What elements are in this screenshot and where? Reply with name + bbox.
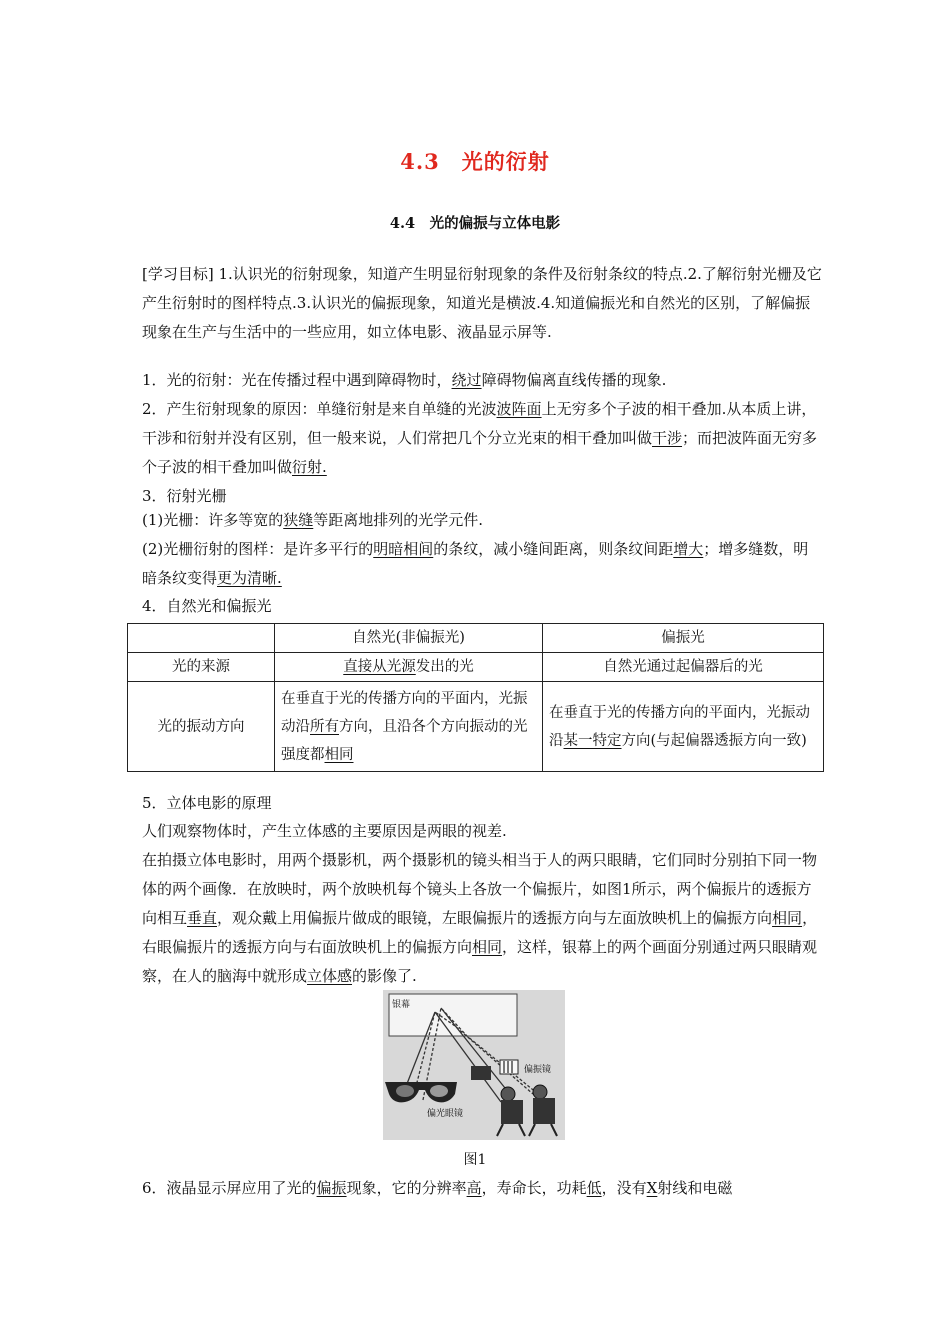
table-row — [128, 653, 824, 682]
section-5-line-1: 人们观察物体时，产生立体感的主要原因是两眼的视差. — [142, 822, 507, 840]
figure-3d-cinema — [383, 990, 565, 1140]
polarizer-right — [500, 1060, 518, 1074]
header-natural-light: 自然光(非偏振光) — [275, 624, 543, 653]
section-1-diffraction: 1．光的衍射：光在传播过程中遇到障碍物时，绕过障碍物偏离直线传播的现象. — [142, 371, 667, 389]
header-polarized-light: 偏振光 — [543, 624, 824, 653]
label-glasses: 偏光眼镜 — [427, 1109, 464, 1119]
label-polarizer: 偏振镜 — [524, 1065, 552, 1075]
page-title: 4.3 光的衍射 — [400, 149, 550, 174]
section-4-heading: 4．自然光和偏振光 — [142, 597, 272, 615]
objectives-text: 1.认识光的衍射现象，知道产生明显衍射现象的条件及衍射条纹的特点.2.了解衍射光栅及它产生衍射时的图样特点.3.认识光的偏振现象，知道光是横波.4.知道偏振光和自然光的区别，了解偏振现象在生产与生活中的一些应用，如立体电影、液晶显示屏等. — [142, 265, 822, 341]
section-6-lcd: 6．液晶显示屏应用了光的偏振现象，它的分辨率高，寿命长，功耗低，没有X射线和电磁 — [142, 1179, 733, 1197]
cell-natural-source: 直接从光源发出的光 — [275, 653, 543, 682]
cell-natural-direction: 在垂直于光的传播方向的平面内，光振动沿所有方向，且沿各个方向振动的光强度都相同 — [275, 682, 543, 772]
section-5-body: 在拍摄立体电影时，用两个摄影机，两个摄影机的镜头相当于人的两只眼睛，它们同时分别拍下同一物体的两个画像．在放映时，两个放映机每个镜头上各放一个偏振片，如图1所示，两个偏振片的透振方向相互垂直，观众戴上用偏振片做成的眼镜，左眼偏振片的透振方向与左面放映机上的偏振方向相同，右眼偏振片的透振方向与右面放映机上的偏振方向相同，这样，银幕上的两个画面分别通过两只眼睛观察，在人的脑海中就形成立体感的影像了. — [142, 851, 818, 985]
cell-polarized-direction: 在垂直于光的传播方向的平面内，光振动沿某一特定方向(与起偏器透振方向一致) — [543, 682, 824, 772]
table-header-row — [128, 624, 824, 653]
learning-objectives — [142, 260, 822, 347]
table-row — [128, 682, 824, 772]
section-2-cause: 2．产生衍射现象的原因：单缝衍射是来自单缝的光波波阵面上无穷多个子波的相干叠加.从本质上讲，干涉和衍射并没有区别，但一般来说，人们常把几个分立光束的相干叠加叫做干涉；而把波阵面无穷多个子波的相干叠加叫做衍射. — [142, 400, 818, 476]
page-subtitle: 4.4 光的偏振与立体电影 — [389, 215, 561, 232]
row-label-source: 光的来源 — [128, 653, 275, 682]
cell-polarized-source: 自然光通过起偏器后的光 — [543, 653, 824, 682]
section-3-item-2: (2)光栅衍射的图样：是许多平行的明暗相间的条纹，减小缝间距离，则条纹间距增大；增多缝数，明暗条纹变得更为清晰. — [142, 540, 809, 587]
comparison-table — [127, 623, 824, 772]
objectives-label: [学习目标] — [142, 265, 214, 283]
figure-caption: 图1 — [463, 1152, 487, 1168]
section-3-item-1: (1)光栅：许多等宽的狭缝等距离地排列的光学元件. — [142, 511, 484, 529]
section-3-heading: 3．衍射光栅 — [142, 487, 227, 505]
section-5-heading: 5．立体电影的原理 — [142, 794, 272, 812]
row-label-direction: 光的振动方向 — [128, 682, 275, 772]
label-screen: 银幕 — [392, 1000, 411, 1010]
polarizer-left — [471, 1066, 491, 1080]
